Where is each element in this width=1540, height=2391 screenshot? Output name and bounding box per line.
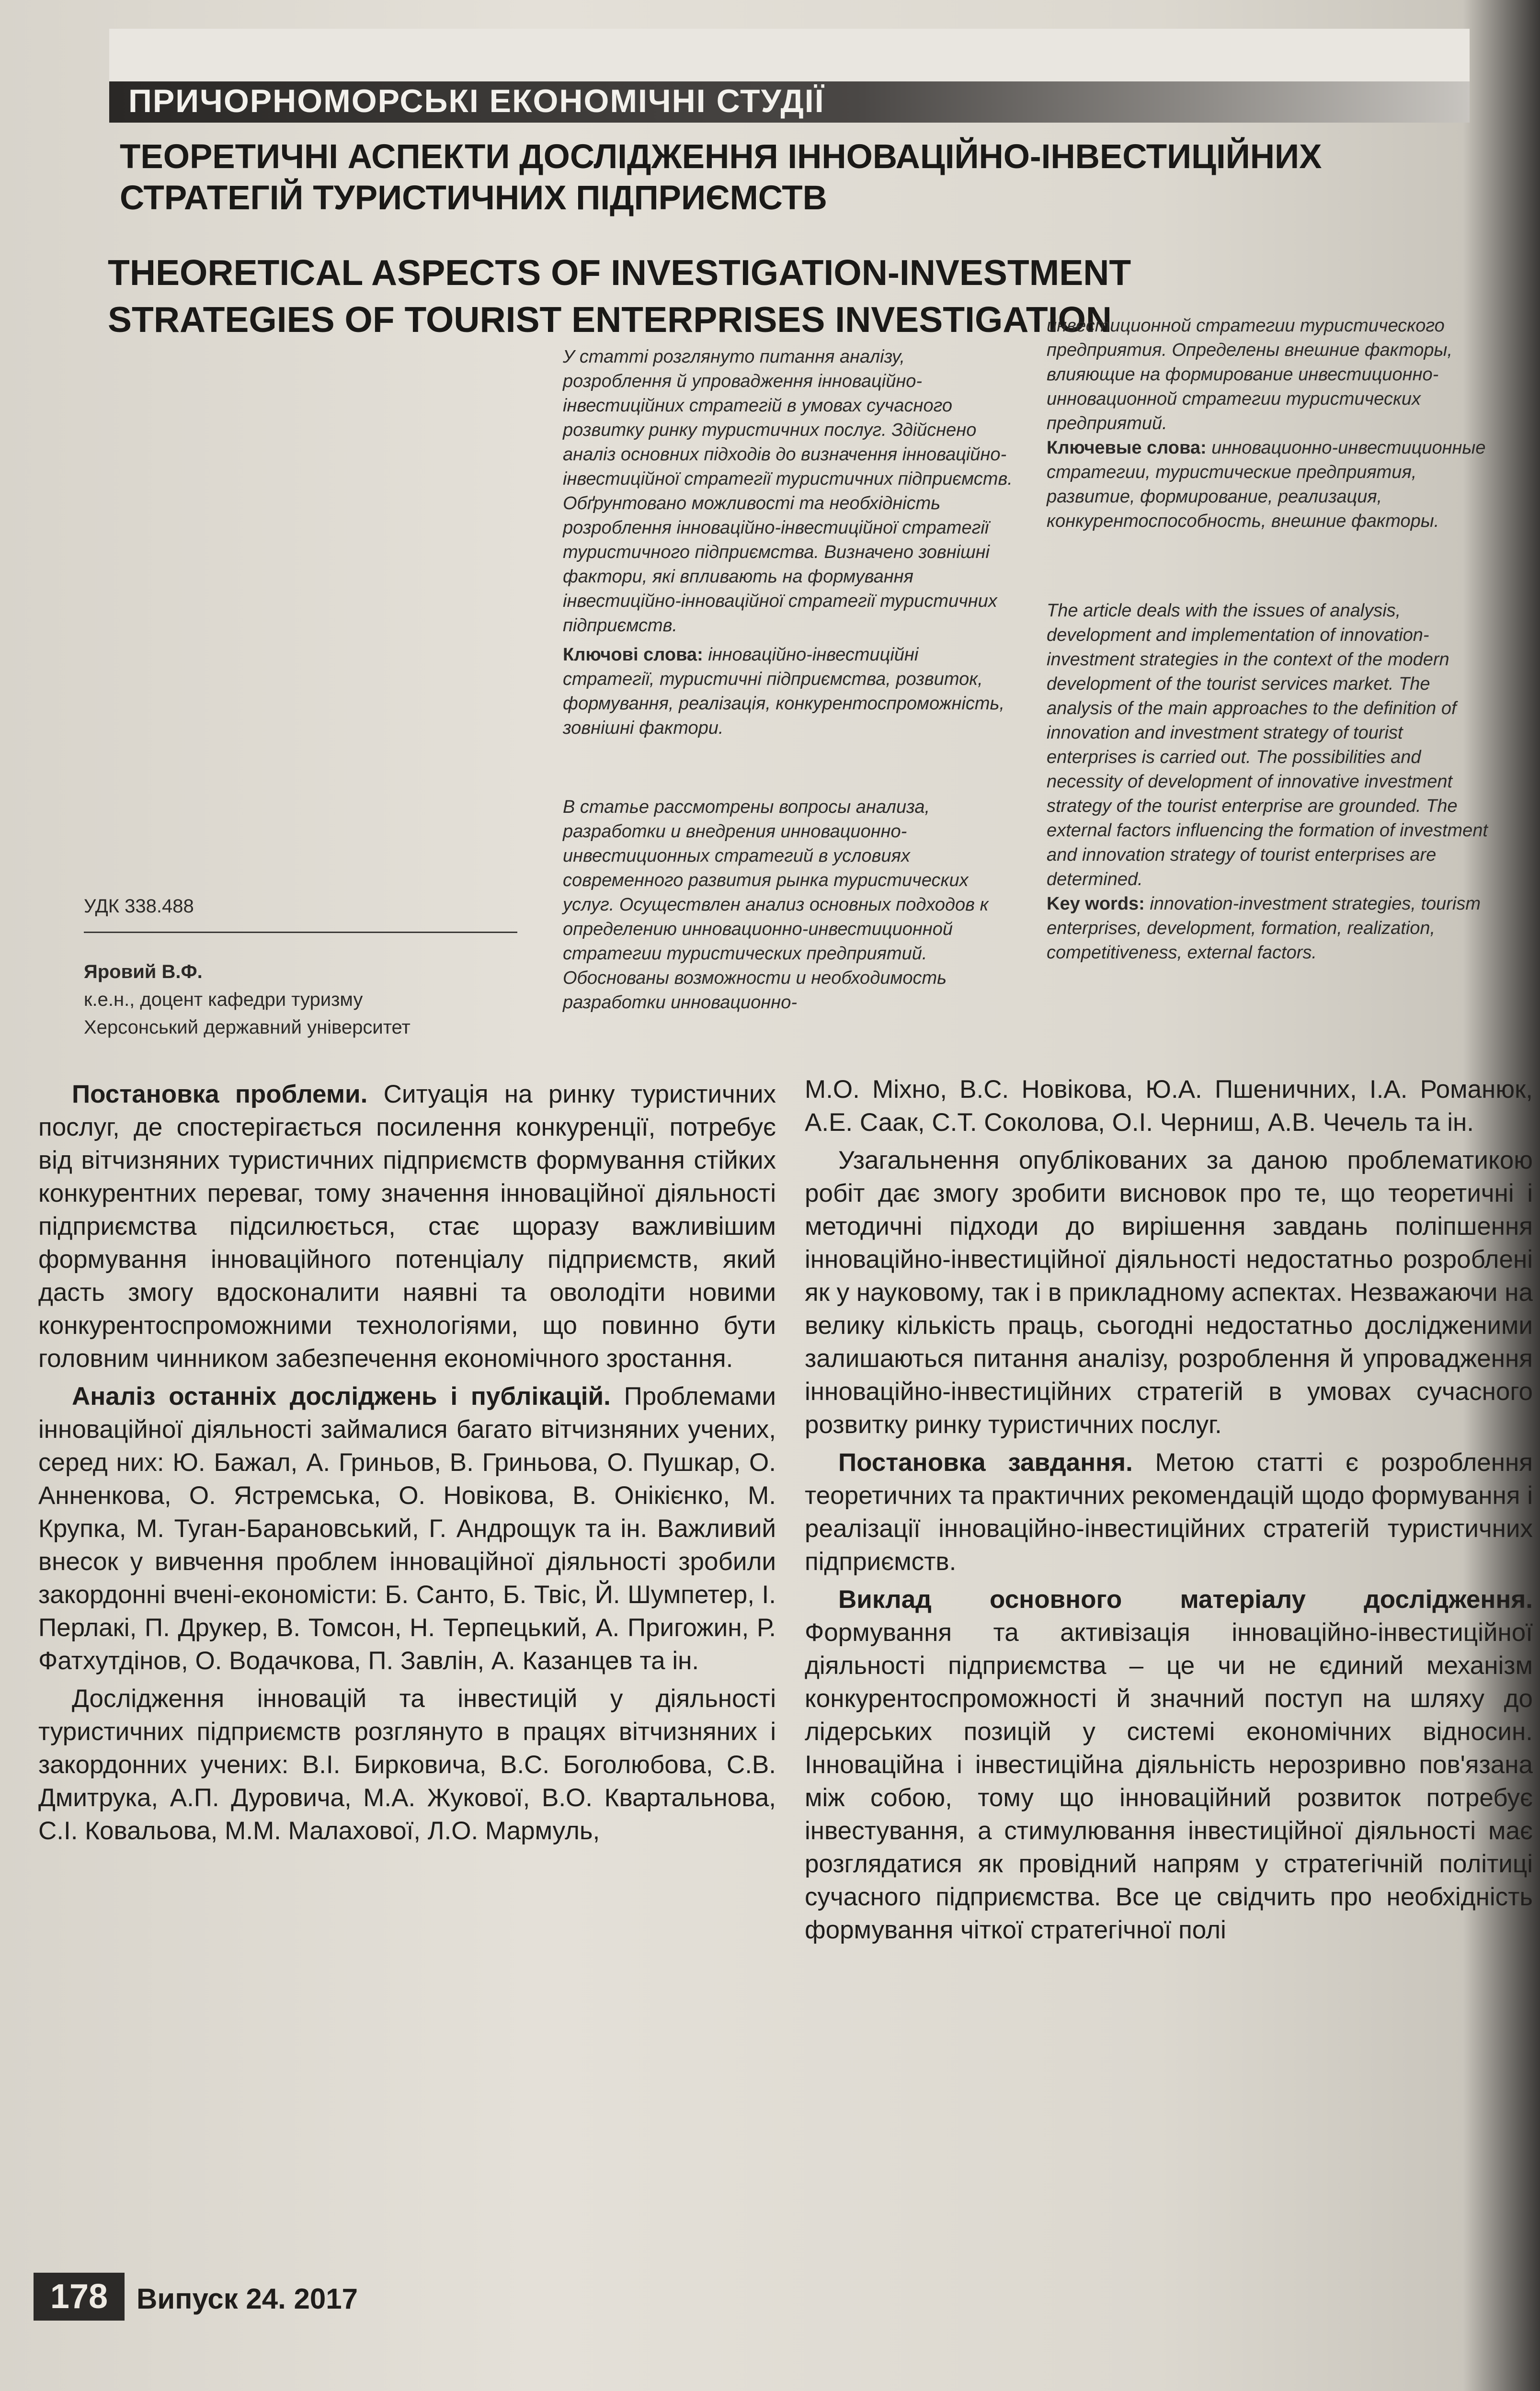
abstract-ua-text: У статті розглянуто питання аналізу, розроблення й упровадження інноваційно-інвестиційних стратегій в умовах сучасного розвитку ринку туристичних послуг. Здійснено аналіз основних підходів до визначення інноваційно-інвестиційної стратегії туристичних підприємств. Обґрунтовано можливості та необхідність розроблення інноваційно-інвестиційної стратегії туристичного підприємства. Визначено зовнішні фактори, які впливають на формування інвестиційно-інноваційної стратегії туристичних підприємств.: [563, 347, 1013, 636]
author-position: к.е.н., доцент кафедри туризму: [84, 989, 363, 1010]
abstract-ru-text-cont: инвестиционной стратегии туристического предприятия. Определены внешние факторы, влияющие на формирование инвестиционно-инновационной стратегии туристических предприятий.: [1047, 316, 1453, 433]
keywords-text: инновационно-инвестиционные стратегии, туристические предприятия, развитие, формирование, реализация, конкурентоспособность, внешние факторы.: [1047, 438, 1486, 531]
paragraph: [38, 1380, 776, 1677]
paragraph: М.О. Міхно, В.С. Новікова, Ю.А. Пшеничних, І.А. Романюк, А.Е. Саак, С.Т. Соколова, О.І. Черниш, А.В. Чечель та ін.: [805, 1075, 1533, 1137]
paragraph-text: Формування та активізація інноваційно-інвестиційної діяльності підприємства – це чи не єдиний механізм конкурентоспроможності й значний поступ на шляху до лідерських позицій у системі економічних відносин. Інноваційна і інвестиційна діяльність нерозривно пов'язана між собою, тому що інноваційний розвиток потребує інвестування, а стимулювання інвестиційної діяльності має розглядатися як провідний напрям у стратегічній політиці сучасного підприємства. Все це свідчить про необхідність формування чіткої стратегічної полі: [805, 1618, 1533, 1944]
author-name: Яровий В.Ф.: [84, 961, 203, 982]
abstract-ru-keywords: [1047, 436, 1497, 534]
section-heading: Аналіз останніх досліджень і публікацій.: [72, 1382, 611, 1411]
article-title-en-line: THEORETICAL ASPECTS OF INVESTIGATION-INVESTMENT: [108, 252, 1131, 293]
abstract-russian-continued: [1047, 314, 1497, 553]
section-heading: Виклад основного матеріалу дослідження.: [838, 1585, 1533, 1614]
section-heading: Постановка проблеми.: [72, 1080, 368, 1108]
paragraph-text: Проблемами інноваційної діяльності займалися багато вітчизняних учених, серед них: Ю. Бажал, А. Гриньов, В. Гриньова, О. Пушкар, О. Анненкова, О. Ястремська, О. Новікова, В. Онікієнко, М. Крупка, М. Туган-Барановський, Г. Андрощук та ін. Важливий внесок у вивчення проблем інноваційної діяльності зробили закордонні вчені-економісти: Б. Санто, Б. Твіс, Й. Шумпетер, І. Перлакі, П. Друкер, В. Томсон, Н. Терпецький, А. Пригожин, Р. Фатхутдінов, О. Водачкова, П. Завлін, А. Казанцев та ін.: [38, 1382, 776, 1675]
keywords-label: Key words:: [1047, 894, 1145, 914]
journal-header: [109, 29, 1470, 123]
paragraph-text: Ситуація на ринку туристичних послуг, де спостерігається посилення конкуренції, потребує від вітчизняних туристичних підприємств формування стійких конкурентних переваг, тому значення інноваційної діяльності підприємства підсилюється, стає щоразу важливішим формування інноваційного потенціалу підприємств, який дасть змогу вдосконалити наявні та оволодіти новими конкурентоспроможними технологіями, що повинно бути головним чинником забезпечення економічного зростання.: [38, 1080, 776, 1373]
article-title-en: [108, 249, 1131, 343]
abstract-ua-keywords: [563, 643, 1013, 740]
article-title-en-line: STRATEGIES OF TOURIST ENTERPRISES INVESTIGATION: [108, 299, 1112, 340]
keywords-label: Ключевые слова:: [1047, 438, 1207, 458]
issue-label: Випуск 24. 2017: [137, 2283, 358, 2315]
page-number: 178: [34, 2273, 125, 2321]
author-block: [84, 958, 411, 1041]
udk-code: УДК 338.488: [84, 896, 194, 917]
udk-divider: [84, 932, 517, 933]
paragraph: [38, 1078, 776, 1375]
paragraph: Узагальнення опублікованих за даною проблематикою робіт дає змогу зробити висновок про те, що теоретичні і методичні підходи до вирішення завдань поліпшення інноваційно-інвестиційної діяльності недостатньо розроблені як у науковому, так і в прикладному аспектах. Незважаючи на велику кількість праць, сьогодні недостатньо дослідженими залишаються питання аналізу, розроблення й упровадження інноваційно-інвестиційних стратегій в умовах сучасного розвитку ринку туристичних послуг.: [805, 1146, 1533, 1439]
keywords-label: Ключові слова:: [563, 645, 703, 665]
abstract-ukrainian: [563, 345, 1013, 760]
section-heading: Постановка завдання.: [838, 1448, 1133, 1477]
journal-name: ПРИЧОРНОМОРСЬКІ ЕКОНОМІЧНІ СТУДІЇ: [128, 83, 825, 119]
article-title-ua-line: ТЕОРЕТИЧНІ АСПЕКТИ ДОСЛІДЖЕННЯ ІННОВАЦІЙНО-ІНВЕСТИЦІЙНИХ: [120, 138, 1322, 176]
abstract-russian: [563, 795, 1013, 1034]
paragraph-text: Метою статті є розроблення теоретичних та практичних рекомендацій щодо формування і реалізації інноваційно-інвестиційних стратегій туристичних підприємств.: [805, 1448, 1533, 1576]
paragraph: Дослідження інновацій та інвестицій у діяльності туристичних підприємств розглянуто в працях вітчизняних і закордонних учених: В.І. Бирковича, В.С. Боголюбова, С.В. Дмитрука, А.П. Дуровича, М.А. Жукової, В.О. Квартальнова, С.І. Ковальова, М.М. Малахової, Л.О. Мармуль,: [38, 1685, 776, 1845]
body-column-right: [805, 1073, 1533, 1951]
article-title-ua: [120, 137, 1322, 219]
abstract-en-text: The article deals with the issues of analysis, development and implementation of innovation-investment strategies in the context of the modern development of the tourist services market. The analysis of the main approaches to the definition of innovation and investment strategy of tourist enterprises is carried out. The possibilities and necessity of development of innovative investment strategy of the tourist enterprise are grounded. The external factors influencing the formation of investment and innovation strategy of tourist enterprises are determined.: [1047, 601, 1488, 889]
author-affiliation: Херсонський державний університет: [84, 1017, 411, 1038]
body-column-left: [38, 1078, 776, 1852]
abstract-en-keywords: [1047, 892, 1497, 965]
paragraph: [805, 1446, 1533, 1578]
abstract-ru-text: В статье рассмотрены вопросы анализа, разработки и внедрения инновационно-инвестиционных стратегий в условиях современного развития рынка туристических услуг. Осуществлен анализ основных подходов к определению инновационно-инвестиционной стратегии туристических предприятий. Обоснованы возможности и необходимость разработки инновационно-: [563, 797, 989, 1013]
keywords-text: інноваційно-інвестиційні стратегії, туристичні підприємства, розвиток, формування, реалізація, конкурентоспроможність, зовнішні фактори.: [563, 645, 1005, 738]
paragraph: [805, 1583, 1533, 1947]
article-title-ua-line: СТРАТЕГІЙ ТУРИСТИЧНИХ ПІДПРИЄМСТВ: [120, 179, 827, 217]
keywords-text: innovation-investment strategies, tourism enterprises, development, formation, realization, competitiveness, external factors.: [1047, 894, 1481, 963]
abstract-english: [1047, 599, 1497, 984]
